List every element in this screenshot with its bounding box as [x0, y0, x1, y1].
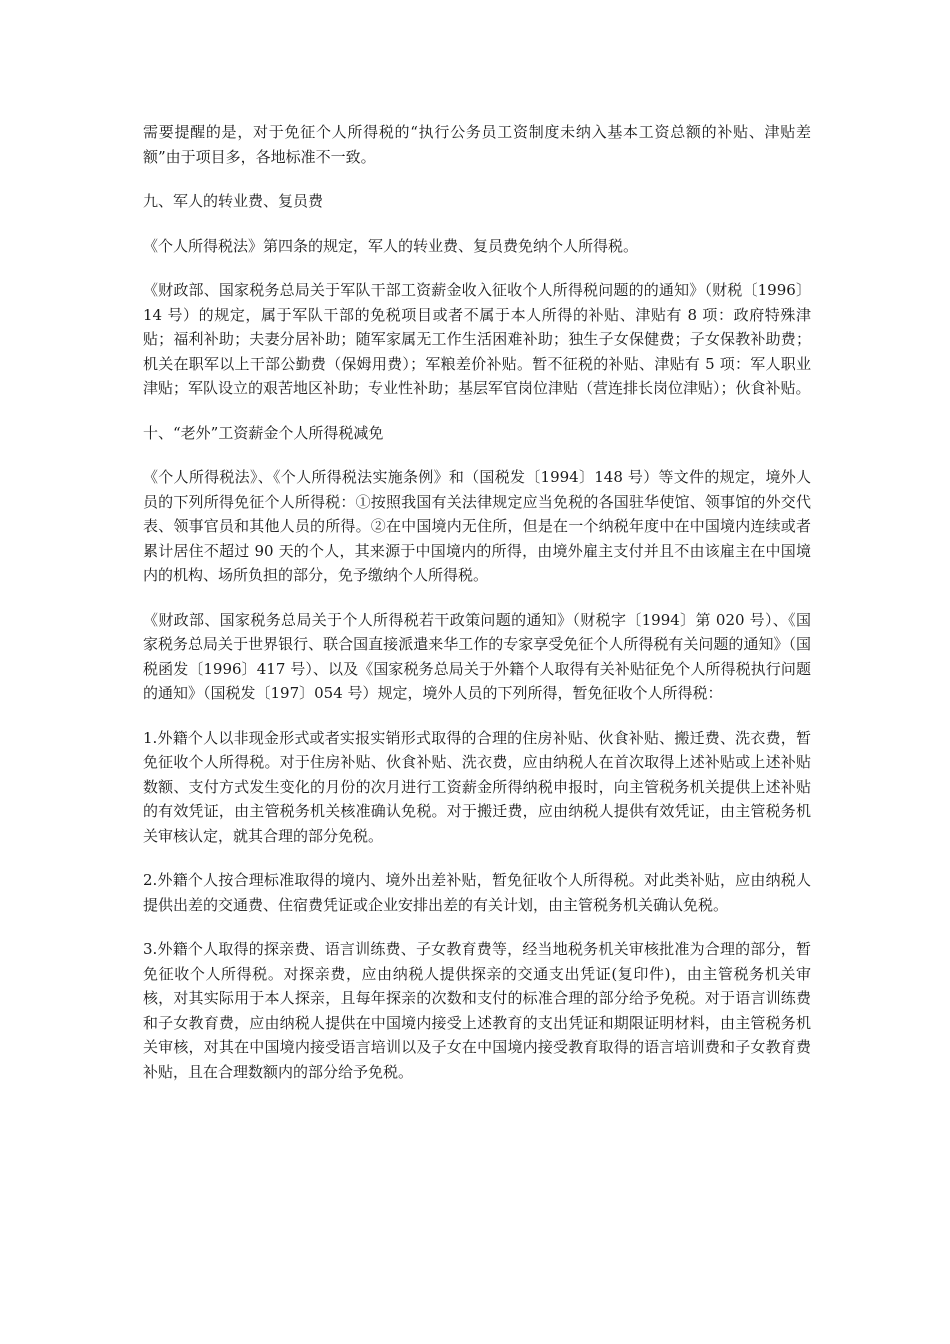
list-item-3: 3.外籍个人取得的探亲费、语言训练费、子女教育费等，经当地税务机关审核批准为合理的部分，暂免征收个人所得税。对探亲费，应由纳税人提供探亲的交通支出凭证(复印件)，由主管税务机关审核，对其实际用于本人探亲，且每年探亲的次数和支付的标准合理的部分给予免税。对于语言训练费和子女教育费，应由纳税人提供在中国境内接受上述教育的支出凭证和期限证明材料，由主管税务机关审核，对其在中国境内接受语言培训以及子女在中国境内接受教育取得的语言培训费和子女教育费补贴，且在合理数额内的部分给予免税。 — [143, 940, 811, 1081]
list-item-2: 2.外籍个人按合理标准取得的境内、境外出差补贴，暂免征收个人所得税。对此类补贴，应由纳税人提供出差的交通费、住宿费凭证或企业安排出差的有关计划，由主管税务机关确认免税。 — [143, 871, 811, 914]
document-page — [143, 120, 811, 1104]
paragraph-foreigner-exemptions: 《个人所得税法》、《个人所得税法实施条例》和（国税发〔1994〕148 号）等文件的规定，境外人员的下列所得免征个人所得税：①按照我国有关法律规定应当免税的各国驻华使馆、领事馆的外交代表、领事官员和其他人员的所得。②在中国境内无住所，但是在一个纳税年度中在中国境内连续或者累计居住不超过 90 天的个人，其来源于中国境内的所得，由境外雇主支付并且不由该雇主在中国境内的机构、场所负担的部分，免予缴纳个人所得税。 — [143, 468, 811, 584]
list-item-1: 1.外籍个人以非现金形式或者实报实销形式取得的合理的住房补贴、伙食补贴、搬迁费、洗衣费，暂免征收个人所得税。对于住房补贴、伙食补贴、洗衣费，应由纳税人在首次取得上述补贴或上述补贴数额、支付方式发生变化的月份的次月进行工资薪金所得纳税申报时，向主管税务机关提供上述补贴的有效凭证，由主管税务机关核准确认免税。对于搬迁费，应由纳税人提供有效凭证，由主管税务机关审核认定，就其合理的部分免税。 — [143, 728, 811, 845]
section-heading-9: 九、军人的转业费、复员费 — [143, 192, 324, 210]
paragraph-policy-notices: 《财政部、国家税务总局关于个人所得税若干政策问题的通知》（财税字〔1994〕第 020 号）、《国家税务总局关于世界银行、联合国直接派遣来华工作的专家享受免征个人所得税有关问题的通知》（国税函发〔1996〕417 号）、以及《国家税务总局关于外籍个人取得有关补贴征免个人所得税执行问题的通知》（国税发〔197〕054 号）规定，境外人员的下列所得，暂免征收个人所得税： — [143, 610, 811, 702]
paragraph-military-allowances: 《财政部、国家税务总局关于军队干部工资薪金收入征收个人所得税问题的的通知》（财税〔1996〕14 号）的规定，属于军队干部的免税项目或者不属于本人所得的补贴、津贴有 8 项：政府特殊津贴；福利补助；夫妻分居补助；随军家属无工作生活困难补助；独生子女保健费；子女保教补助费；机关在职军以上干部公勤费（保姆用费）；军粮差价补贴。暂不征税的补贴、津贴有 5 项：军人职业津贴；军队设立的艰苦地区补助；专业性补助；基层军官岗位津贴（营连排长岗位津贴）；伙食补贴。 — [143, 281, 811, 397]
paragraph-reminder: 需要提醒的是，对于免征个人所得税的“执行公务员工资制度未纳入基本工资总额的补贴、津贴差额”由于项目多，各地标准不一致。 — [143, 123, 811, 166]
paragraph-tax-law-article-4: 《个人所得税法》第四条的规定，军人的转业费、复员费免纳个人所得税。 — [143, 236, 639, 255]
section-heading-10: 十、“老外”工资薪金个人所得税减免 — [143, 423, 384, 442]
